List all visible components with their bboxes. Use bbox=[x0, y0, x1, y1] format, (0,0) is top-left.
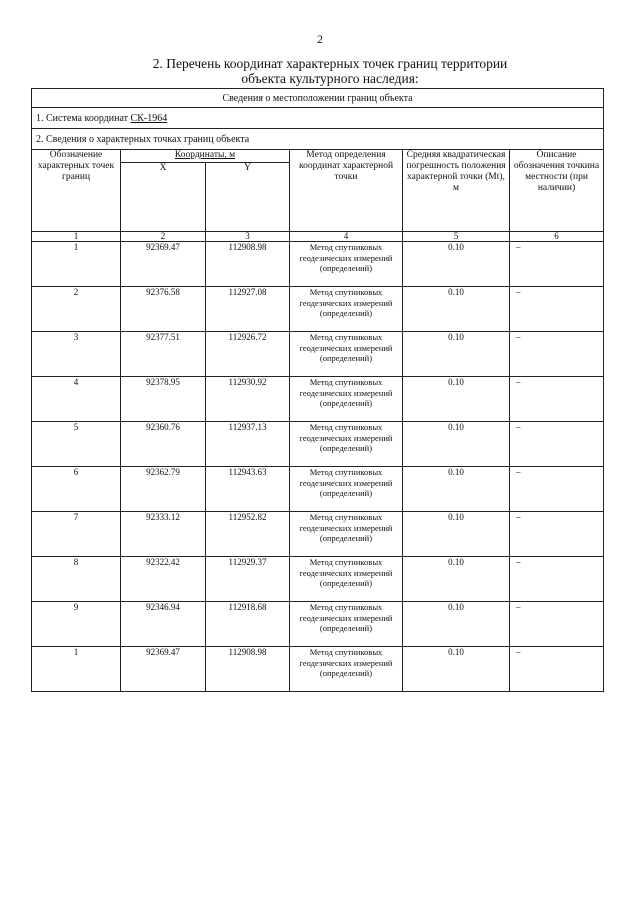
y-coordinate: 112952.82 bbox=[206, 512, 290, 557]
method: Метод спутниковых геодезических измерений (определений) bbox=[290, 422, 403, 467]
method: Метод спутниковых геодезических измерений (определений) bbox=[290, 557, 403, 602]
x-coordinate: 92369.47 bbox=[121, 242, 206, 287]
coordinates-table bbox=[31, 88, 604, 692]
x-coordinate: 92376.58 bbox=[121, 287, 206, 332]
points-section-title: 2. Сведения о характерных точках границ объекта bbox=[32, 129, 604, 150]
header-y: Y bbox=[206, 163, 290, 232]
y-coordinate: 112930.92 bbox=[206, 377, 290, 422]
table-row bbox=[32, 647, 604, 692]
column-number: 6 bbox=[510, 232, 604, 242]
y-coordinate: 112918.68 bbox=[206, 602, 290, 647]
x-coordinate: 92377.51 bbox=[121, 332, 206, 377]
point-id: 9 bbox=[32, 602, 121, 647]
error-value: 0.10 bbox=[403, 377, 510, 422]
x-coordinate: 92362.79 bbox=[121, 467, 206, 512]
table-row bbox=[32, 512, 604, 557]
error-value: 0.10 bbox=[403, 467, 510, 512]
table-row bbox=[32, 377, 604, 422]
method: Метод спутниковых геодезических измерений (определений) bbox=[290, 332, 403, 377]
header-error: Средняя квадратическая погрешность положения характерной точки (Mt), м bbox=[403, 150, 510, 232]
point-id: 6 bbox=[32, 467, 121, 512]
y-coordinate: 112927.08 bbox=[206, 287, 290, 332]
method: Метод спутниковых геодезических измерений (определений) bbox=[290, 287, 403, 332]
table-row bbox=[32, 557, 604, 602]
column-number: 5 bbox=[403, 232, 510, 242]
title-line-1: 2. Перечень координат характерных точек границ территории bbox=[152, 56, 508, 71]
point-description: – bbox=[510, 377, 604, 422]
error-value: 0.10 bbox=[403, 242, 510, 287]
point-id: 2 bbox=[32, 287, 121, 332]
y-coordinate: 112943.63 bbox=[206, 467, 290, 512]
header-method: Метод определения координат характерной точки bbox=[290, 150, 403, 232]
table-row bbox=[32, 287, 604, 332]
title-line-2: объекта культурного наследия: bbox=[241, 71, 419, 86]
point-description: – bbox=[510, 602, 604, 647]
point-description: – bbox=[510, 557, 604, 602]
coord-system-value: СК-1964 bbox=[130, 112, 168, 124]
point-description: – bbox=[510, 467, 604, 512]
table-row bbox=[32, 242, 604, 287]
error-value: 0.10 bbox=[403, 512, 510, 557]
column-number: 3 bbox=[206, 232, 290, 242]
y-coordinate: 112937.13 bbox=[206, 422, 290, 467]
header-coordinates: Координаты, м bbox=[121, 150, 290, 163]
method: Метод спутниковых геодезических измерений (определений) bbox=[290, 467, 403, 512]
method: Метод спутниковых геодезических измерений (определений) bbox=[290, 602, 403, 647]
y-coordinate: 112929.37 bbox=[206, 557, 290, 602]
point-id: 4 bbox=[32, 377, 121, 422]
point-description: – bbox=[510, 287, 604, 332]
point-description: – bbox=[510, 422, 604, 467]
table-row bbox=[32, 602, 604, 647]
point-id: 3 bbox=[32, 332, 121, 377]
point-id: 7 bbox=[32, 512, 121, 557]
header-description: Описание обозначения точкина местности (при наличии) bbox=[510, 150, 604, 232]
table-row bbox=[32, 332, 604, 377]
coordinate-system-row bbox=[32, 108, 604, 129]
method: Метод спутниковых геодезических измерений (определений) bbox=[290, 377, 403, 422]
method: Метод спутниковых геодезических измерений (определений) bbox=[290, 242, 403, 287]
header-x: X bbox=[121, 163, 206, 232]
point-id: 8 bbox=[32, 557, 121, 602]
x-coordinate: 92378.95 bbox=[121, 377, 206, 422]
point-description: – bbox=[510, 512, 604, 557]
x-coordinate: 92346.94 bbox=[121, 602, 206, 647]
y-coordinate: 112926.72 bbox=[206, 332, 290, 377]
x-coordinate: 92360.76 bbox=[121, 422, 206, 467]
x-coordinate: 92333.12 bbox=[121, 512, 206, 557]
column-number: 2 bbox=[121, 232, 206, 242]
point-id: 1 bbox=[32, 647, 121, 692]
error-value: 0.10 bbox=[403, 557, 510, 602]
error-value: 0.10 bbox=[403, 332, 510, 377]
point-description: – bbox=[510, 332, 604, 377]
page-number: 2 bbox=[317, 32, 323, 46]
point-description: – bbox=[510, 647, 604, 692]
method: Метод спутниковых геодезических измерений (определений) bbox=[290, 647, 403, 692]
y-coordinate: 112908.98 bbox=[206, 647, 290, 692]
column-number: 1 bbox=[32, 232, 121, 242]
error-value: 0.10 bbox=[403, 647, 510, 692]
column-number: 4 bbox=[290, 232, 403, 242]
x-coordinate: 92369.47 bbox=[121, 647, 206, 692]
table-row bbox=[32, 422, 604, 467]
table-row bbox=[32, 467, 604, 512]
point-id: 5 bbox=[32, 422, 121, 467]
method: Метод спутниковых геодезических измерений (определений) bbox=[290, 512, 403, 557]
section-header: Сведения о местоположении границ объекта bbox=[32, 89, 604, 108]
point-description: – bbox=[510, 242, 604, 287]
error-value: 0.10 bbox=[403, 422, 510, 467]
coord-system-label: 1. Система координат bbox=[36, 112, 129, 124]
point-id: 1 bbox=[32, 242, 121, 287]
y-coordinate: 112908.98 bbox=[206, 242, 290, 287]
x-coordinate: 92322.42 bbox=[121, 557, 206, 602]
document-title bbox=[60, 56, 600, 86]
error-value: 0.10 bbox=[403, 602, 510, 647]
header-point-designation: Обозначение характерных точек границ bbox=[32, 150, 121, 232]
error-value: 0.10 bbox=[403, 287, 510, 332]
